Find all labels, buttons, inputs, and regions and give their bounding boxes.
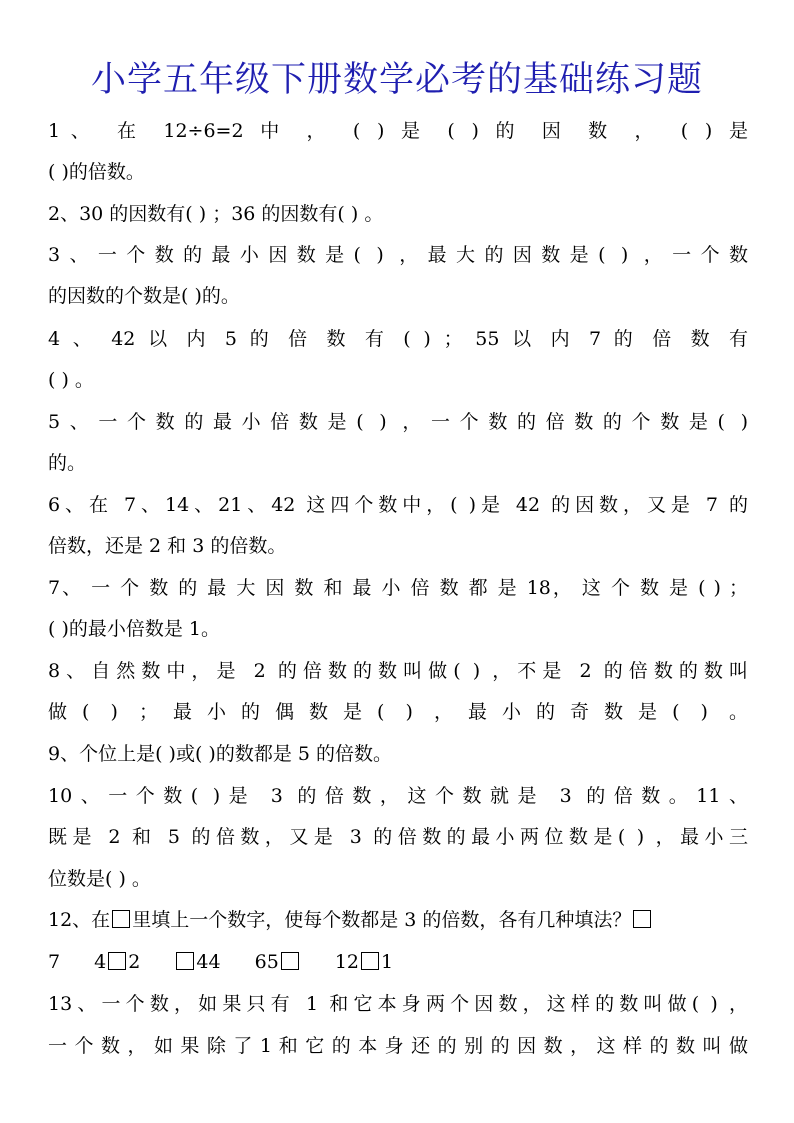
answer-box[interactable] <box>361 952 379 970</box>
q12-digit: 7 <box>48 951 61 973</box>
question-1-line-1: 1、 在 12÷6=2 中 ， ( ) 是 ( ) 的 因 数 ， ( ) 是 <box>48 120 748 142</box>
question-11-line-2: 位数是( ) 。 <box>48 868 151 890</box>
question-12-line-2 <box>48 947 748 977</box>
q12-item-2: 44 <box>196 951 221 973</box>
answer-box[interactable] <box>281 952 299 970</box>
q12-item-4-right: 1 <box>381 951 394 973</box>
question-6-line-1: 6、在 7、14、21、42 这四个数中，( )是 42 的因数，又是 7 的 <box>48 494 748 516</box>
question-3-line-1: 3、一个数的最小因数是( ) ，最大的因数是( ) ，一个数 <box>48 244 748 266</box>
question-11-line-1: 既是 2 和 5 的倍数，又是 3 的倍数的最小两位数是( ) ，最小三 <box>48 826 748 848</box>
question-8-line-1: 8、自然数中，是 2 的倍数的数叫做( ) ，不是 2 的倍数的数叫 <box>48 660 748 682</box>
question-3-line-2: 的因数的个数是( )的。 <box>48 285 240 307</box>
question-2-line-1: 2、30 的因数有( ) ；36 的因数有( ) 。 <box>48 203 384 225</box>
question-10-line-1: 10、一个数( )是 3 的倍数，这个数就是 3 的倍数。11、 <box>48 785 748 807</box>
answer-box[interactable] <box>633 910 651 928</box>
question-6-line-2: 倍数，还是 2 和 3 的倍数。 <box>48 535 287 557</box>
question-9-line-1: 9、个位上是( )或( )的数都是 5 的倍数。 <box>48 743 392 765</box>
answer-box[interactable] <box>112 910 130 928</box>
question-12-text: 里填上一个数字，使每个数都是 3 的倍数，各有几种填法？ <box>132 909 632 931</box>
page-title: 小学五年级下册数学必考的基础练习题 <box>90 60 703 100</box>
question-7-line-1: 7、 一 个 数 的 最 大 因 数 和 最 小 倍 数 都 是 18， 这 个 数 是 ( ) ； <box>48 577 748 599</box>
question-5-line-2: 的。 <box>48 452 87 474</box>
question-13-line-1: 13、一个数，如果只有 1 和它本身两个因数，这样的数叫做( ) ， <box>48 993 748 1015</box>
question-5-line-1: 5、一个数的最小倍数是( ) ，一个数的倍数的个数是( ) <box>48 411 748 433</box>
question-4-line-2: ( ) 。 <box>48 369 94 391</box>
question-4-line-1: 4 、 42 以 内 5 的 倍 数 有 ( ) ； 55 以 内 7 的 倍 数 有 <box>48 328 748 350</box>
answer-box[interactable] <box>108 952 126 970</box>
question-8-line-2: 做( ) ；最小的偶数是( ) ，最小的奇数是( ) 。 <box>48 701 748 723</box>
question-12-prefix: 12、在 <box>48 909 111 931</box>
question-7-line-2: ( )的最小倍数是 1。 <box>48 618 220 640</box>
question-1-line-2: ( )的倍数。 <box>48 161 145 183</box>
question-13-line-2: 一 个 数 ， 如 果 除 了 1 和 它 的 本 身 还 的 别 的 因 数 ， 这 样 的 数 叫 做 <box>48 1035 748 1057</box>
q12-item-4-left: 12 <box>334 951 360 973</box>
q12-item-1-left: 4 <box>94 951 107 973</box>
q12-item-1-right: 2 <box>128 951 141 973</box>
question-12-line-1 <box>48 905 748 935</box>
q12-item-3: 65 <box>254 951 279 973</box>
answer-box[interactable] <box>176 952 194 970</box>
